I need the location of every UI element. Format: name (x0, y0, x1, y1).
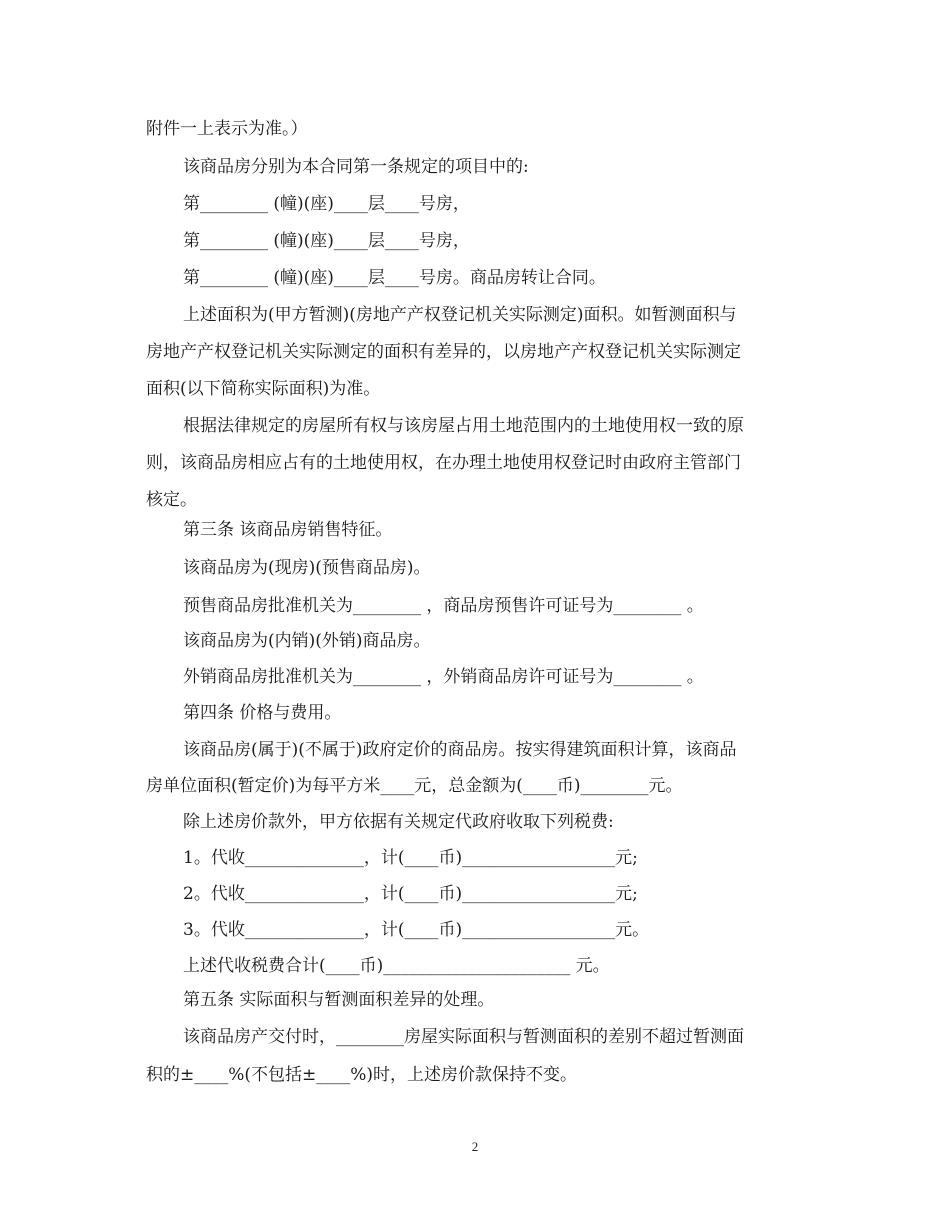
text-line: 该商品房为(内销)(外销)商品房。 (183, 631, 431, 651)
text-line: 则，该商品房相应占有的土地使用权，在办理土地使用权登记时由政府主管部门 (146, 453, 741, 473)
text-line: 核定。 (146, 490, 197, 510)
text-line: 附件一上表示为准。） (146, 119, 308, 139)
text-line: 第________ (幢)(座)____层____号房。商品房转让合同。 (183, 268, 606, 288)
text-line: 2。代收______________，计(____币)__________________元; (183, 884, 638, 904)
text-line: 该商品房(属于)(不属于)政府定价的商品房。按实得建筑面积计算，该商品 (183, 740, 737, 760)
text-line: 该商品房分别为本合同第一条规定的项目中的: (183, 157, 529, 177)
text-line: 上述代收税费合计(____币)______________________ 元。 (183, 956, 610, 976)
text-line: 该商品房产交付时，________房屋实际面积与暂测面积的差别不超过暂测面 (183, 1027, 744, 1047)
text-line: 上述面积为(甲方暂测)(房地产产权登记机关实际测定)面积。如暂测面积与 (183, 305, 737, 325)
section-heading: 第三条 该商品房销售特征。 (183, 520, 393, 540)
section-heading: 第四条 价格与费用。 (183, 703, 342, 723)
text-line: 面积(以下简称实际面积)为准。 (146, 379, 381, 399)
text-line: 1。代收______________，计(____币)__________________元; (183, 848, 638, 868)
text-line: 该商品房为(现房)(预售商品房)。 (183, 558, 431, 578)
text-line: 积的±____%(不包括±____%)时，上述房价款保持不变。 (146, 1065, 578, 1085)
section-heading: 第五条 实际面积与暂测面积差异的处理。 (183, 990, 495, 1010)
page-number: 2 (471, 1139, 479, 1154)
text-line: 房地产产权登记机关实际测定的面积有差异的，以房地产产权登记机关实际测定 (146, 342, 741, 362)
text-line: 第________ (幢)(座)____层____号房， (183, 231, 470, 251)
text-line: 除上述房价款外，甲方依据有关规定代政府收取下列税费: (183, 812, 614, 832)
text-line: 外销商品房批准机关为________ ，外销商品房许可证号为________ 。 (183, 667, 704, 687)
text-line: 3。代收______________，计(____币)__________________元。 (183, 920, 650, 940)
text-line: 房单位面积(暂定价)为每平方米____元，总金额为(____币)________元。 (146, 776, 683, 796)
text-line: 预售商品房批准机关为________ ，商品房预售许可证号为________ 。 (183, 596, 704, 616)
text-line: 第________ (幢)(座)____层____号房， (183, 194, 470, 214)
text-line: 根据法律规定的房屋所有权与该房屋占用土地范围内的土地使用权一致的原 (183, 416, 744, 436)
